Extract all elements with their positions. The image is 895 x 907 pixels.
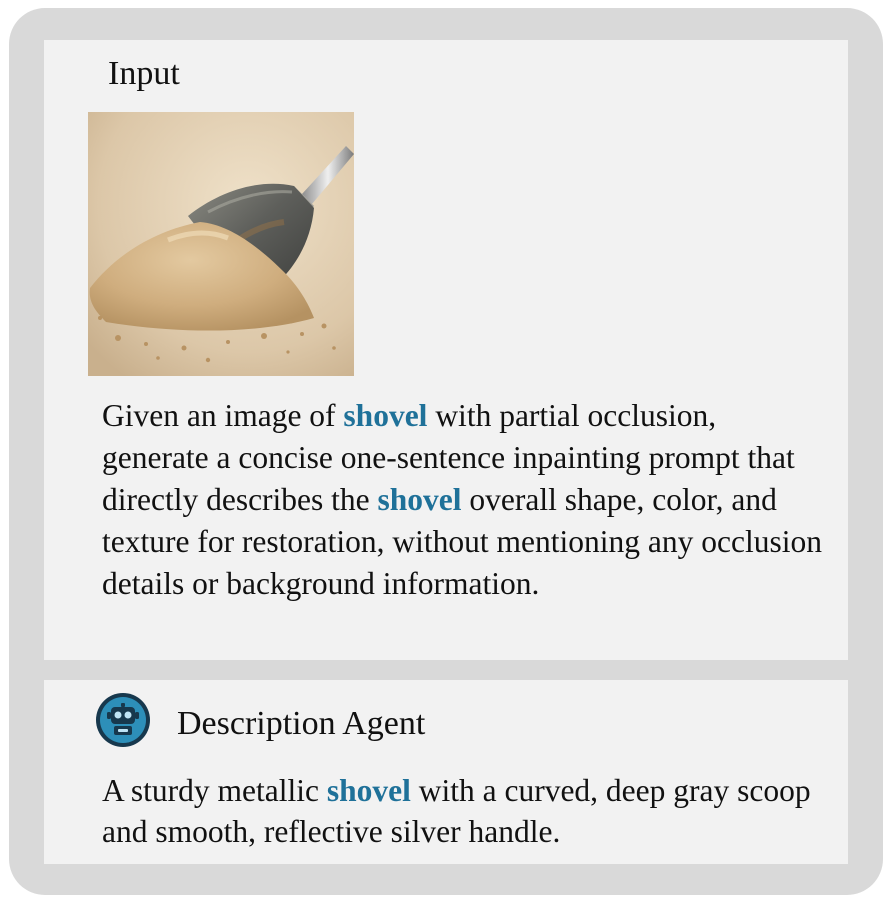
instruction-prompt bbox=[102, 395, 822, 605]
agent-title: Description Agent bbox=[177, 705, 426, 742]
output-text: A sturdy metallic bbox=[102, 773, 327, 808]
output-object-highlight: shovel bbox=[326, 773, 411, 808]
input-title: Input bbox=[108, 55, 180, 92]
input-image bbox=[88, 112, 354, 376]
robot-icon bbox=[95, 692, 151, 748]
prompt-text: overall shape, color, and texture for restoration, without mentioning any occlusion details or background information. bbox=[102, 482, 822, 601]
prompt-text: Given an image of bbox=[102, 398, 344, 433]
agent-output bbox=[102, 770, 822, 852]
prompt-object-highlight: shovel bbox=[343, 398, 428, 433]
prompt-text: with partial occlusion, generate a concise one-sentence inpainting prompt that directly describes the bbox=[102, 398, 795, 517]
output-text: with a curved, deep gray scoop and smooth, reflective silver handle. bbox=[102, 773, 811, 849]
prompt-object-highlight: shovel bbox=[377, 482, 462, 517]
